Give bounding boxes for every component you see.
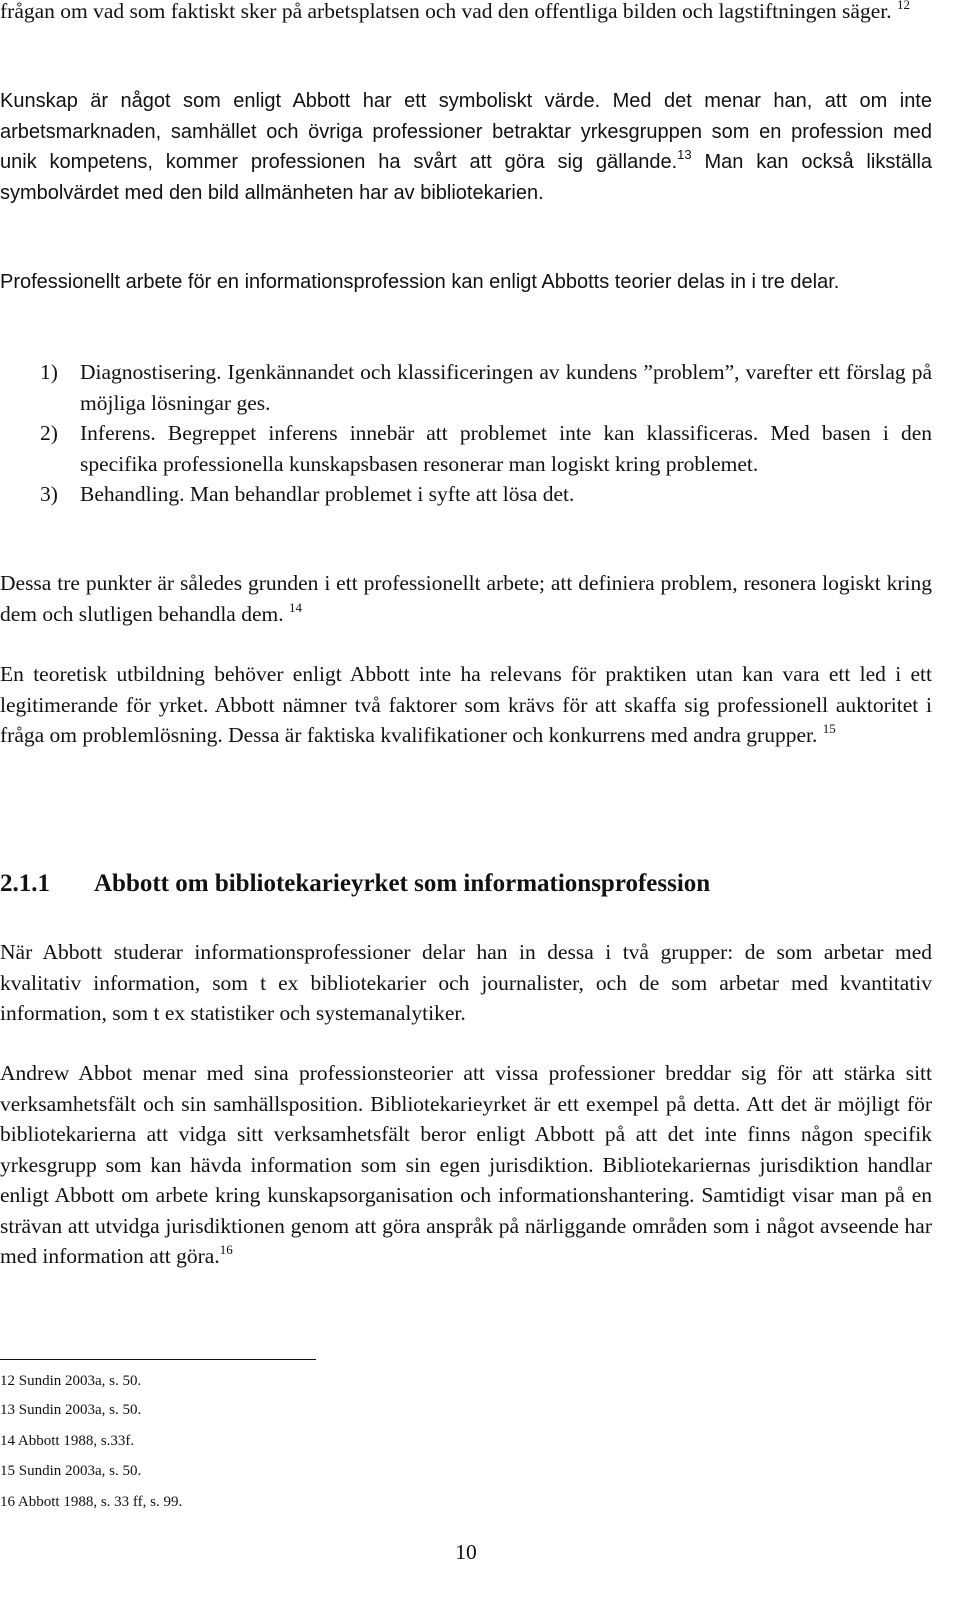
footnote-15: 15 Sundin 2003a, s. 50. <box>0 1463 142 1479</box>
abbott-steps-list <box>40 357 932 510</box>
paragraph-groups: När Abbott studerar informationsprofessioner delar han in dessa i två grupper: de som arbetar med kvalitativ information, som t ex bibliotekarier och journalister, och de som arbetar med kvantitativ information, som t ex statistiker och systemanalytiker. <box>0 940 932 1025</box>
footnote-ref-16: 16 <box>219 1242 233 1257</box>
footnote-14: 14 Abbott 1988, s.33f. <box>0 1433 135 1449</box>
footnote-ref-15: 15 <box>822 721 836 736</box>
paragraph-summary: Dessa tre punkter är således grunden i ett professionellt arbete; att definiera problem, resonera logiskt kring dem och slutligen behandla dem. $^{14}$ <box>0 571 932 626</box>
paragraph-intro-tail: frågan om vad som faktiskt sker på arbetsplatsen och vad den offentliga bilden och lagstiftningen säger. $^{12}$ <box>0 0 932 27</box>
footnote-divider <box>0 1359 316 1360</box>
footnote-ref-13: 13 <box>677 147 692 162</box>
paragraph-professional-work: Professionellt arbete för en informationsprofession kan enligt Abbotts teorier delas in i tre delar. <box>0 271 840 293</box>
footnote-12: 12 Sundin 2003a, s. 50. <box>0 1373 142 1389</box>
footnote-ref-14: 14 <box>288 599 302 615</box>
page-number: 10 <box>455 1540 477 1564</box>
paragraph-jurisdiction: Andrew Abbot menar med sina professionsteorier att vissa professioner breddar sig för att stärka sitt verksamhetsfält och sin samhällsposition. Bibliotekarieyrket är ett exempel på detta. Att det är möjligt för bibliotekarierna att vidga sitt verksamhetsfält beror enligt Abbott på att det inte finns någon specifik yrkesgrupp som kan hävda information som sin egen jurisdiktion. Bibliotekariernas jurisdiktion handlar enligt Abbott om arbete kring kunskapsorganisation och informationshantering. Samtidigt visar man på en strävan att utvidga jurisdiktionen genom att göra anspråk på närliggande områden som i något avseende har med information att göra.$^{16}$ <box>0 1061 932 1268</box>
footnote-16: 16 Abbott 1988, s. 33 ff, s. 99. <box>0 1494 183 1510</box>
paragraph-knowledge: Kunskap är något som enligt Abbott har ett symboliskt värde. Med det menar han, att om inte arbetsmarknaden, samhället och övriga professioner betraktar yrkesgruppen som en profession med unik kompetens, kommer professionen ha svårt att göra sig gällande.$^{13}$ Man kan också likställa symbolvärdet med den bild allmänheten har av bibliotekarien. <box>0 90 933 204</box>
paragraph-education: En teoretisk utbildning behöver enligt Abbott inte ha relevans för praktiken utan kan vara ett led i ett legitimerande för yrket. Abbott nämner två faktorer som krävs för att skaffa sig professionell auktoritet i fråga om problemlösning. Dessa är faktiska kvalifikationer och konkurrens med andra grupper. $^{15}$ <box>0 662 932 747</box>
list-item: 1) Diagnostisering. Igenkännandet och klassificeringen av kundens ”problem”, varefter ett förslag på möjliga lösningar ges. <box>40 360 932 415</box>
section-heading: 2.1.1 Abbott om bibliotekarieyrket som informationsprofession <box>0 870 711 897</box>
list-item: 2) Inferens. Begreppet inferens innebär att problemet inte kan klassificeras. Med basen i den specifika professionella kunskapsbasen resonerar man logiskt kring problemet. <box>40 421 932 476</box>
footnote-13: 13 Sundin 2003a, s. 50. <box>0 1402 142 1418</box>
footnote-ref-12: 12 <box>896 0 910 12</box>
list-item: 3) Behandling. Man behandlar problemet i syfte att lösa det. <box>40 482 575 506</box>
